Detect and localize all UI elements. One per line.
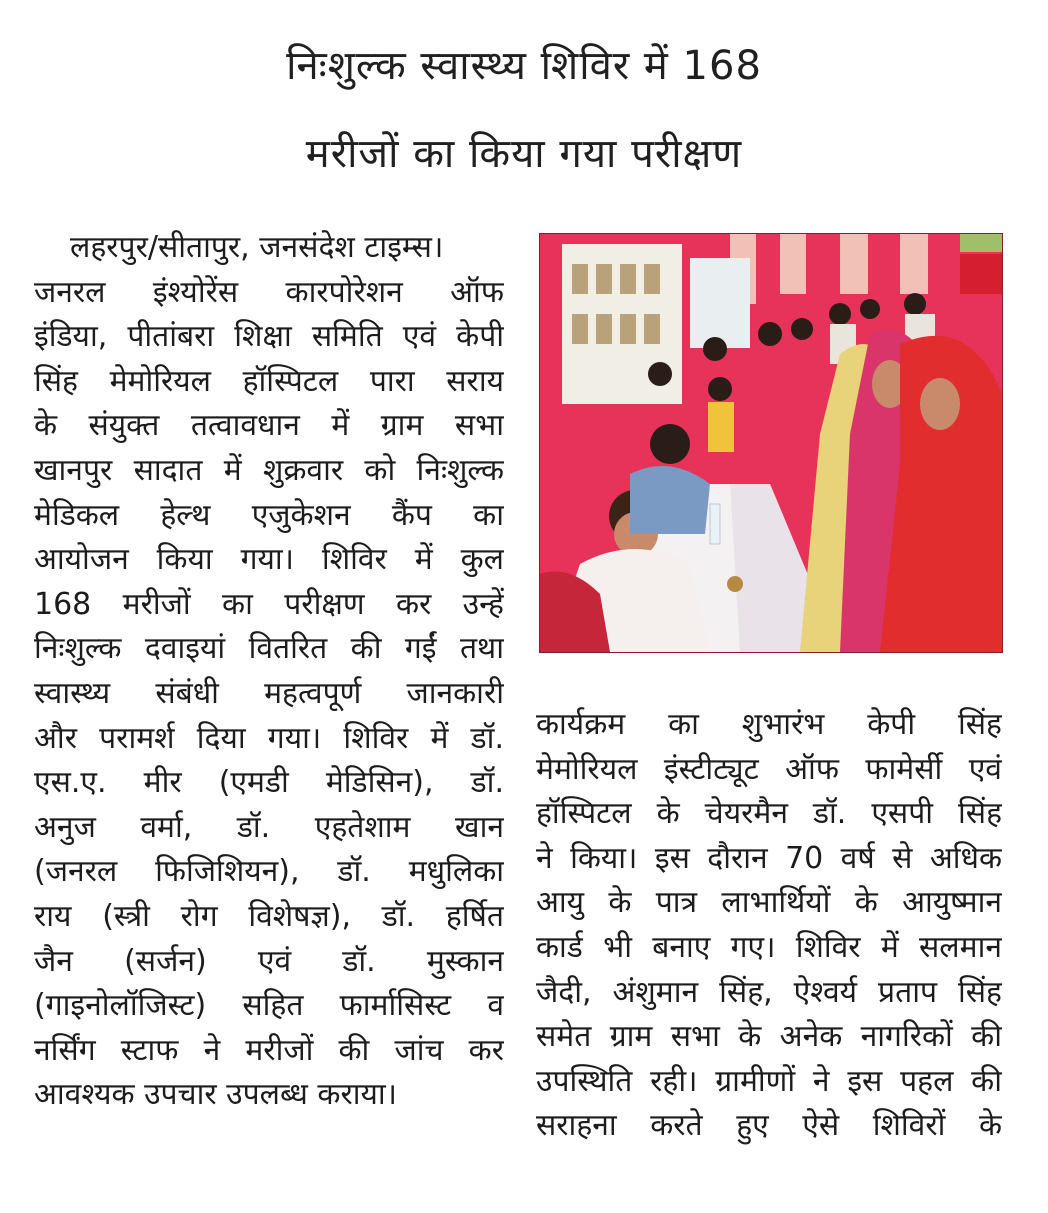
text-line: सराहना करते हुए ऐसे शिविरों के xyxy=(536,1108,1002,1144)
text-line: और परामर्श दिया गया। शिविर में डॉ. xyxy=(34,720,504,756)
text-line: कार्ड भी बनाए गए। शिविर में सलमान xyxy=(536,929,1002,965)
text-line: खानपुर सादात में शुक्रवार को निःशुल्क xyxy=(34,452,504,488)
text-line: राय (स्त्री रोग विशेषज्ञ), डॉ. हर्षित xyxy=(34,898,504,934)
text-line: मेमोरियल इंस्टीट्यूट ऑफ फामेर्सी एवं xyxy=(536,751,1002,787)
text-line: (जनरल फिजिशियन), डॉ. मधुलिका xyxy=(34,854,504,890)
text-line: सिंह मेमोरियल हॉस्पिटल पारा सराय xyxy=(34,363,504,399)
text-line: उपस्थिति रही। ग्रामीणों ने इस पहल की xyxy=(536,1063,1002,1099)
text-line: जैन (सर्जन) एवं डॉ. मुस्कान xyxy=(34,943,504,979)
text-line: के संयुक्त तत्वावधान में ग्राम सभा xyxy=(34,408,504,444)
right-column xyxy=(536,703,1002,1149)
text-line: एस.ए. मीर (एमडी मेडिसिन), डॉ. xyxy=(34,765,504,801)
text-line: नर्सिंग स्टाफ ने मरीजों की जांच कर xyxy=(34,1032,504,1068)
text-line: निःशुल्क दवाइयां वितरित की गईं तथा xyxy=(34,631,504,667)
left-column xyxy=(34,226,504,1118)
headline-line-2: मरीजों का किया गया परीक्षण xyxy=(305,131,743,177)
camp-photo-icon xyxy=(540,234,1002,652)
text-line: स्वास्थ्य संबंधी महत्वपूर्ण जानकारी xyxy=(34,675,504,711)
text-line: लहरपुर/सीतापुर, जनसंदेश टाइम्स। xyxy=(70,230,444,265)
text-line: जैदी, अंशुमान सिंह, ऐश्वर्य प्रताप सिंह xyxy=(536,974,1002,1010)
text-line: मेडिकल हेल्थ एजुकेशन कैंप का xyxy=(34,497,504,533)
text-line: कार्यक्रम का शुभारंभ केपी सिंह xyxy=(536,707,1002,742)
text-line: आवश्यक उपचार उपलब्ध कराया। xyxy=(34,1077,398,1113)
text-line: इंडिया, पीतांबरा शिक्षा समिति एवं केपी xyxy=(34,319,504,355)
text-line: समेत ग्राम सभा के अनेक नागरिकों की xyxy=(536,1019,1002,1055)
text-line: आयोजन किया गया। शिविर में कुल xyxy=(34,542,504,578)
text-line: अनुज वर्मा, डॉ. एहतेशाम खान xyxy=(34,809,504,845)
headline-line-1: निःशुल्क स्वास्थ्य शिविर में 168 xyxy=(286,43,762,89)
text-line: ने किया। इस दौरान 70 वर्ष से अधिक xyxy=(536,840,1002,876)
text-line: 168 मरीजों का परीक्षण कर उन्हें xyxy=(34,586,504,622)
text-line: (गाइनोलॉजिस्ट) सहित फार्मासिस्ट व xyxy=(34,988,504,1024)
headline xyxy=(0,22,1048,198)
text-line: हॉस्पिटल के चेयरमैन डॉ. एसपी सिंह xyxy=(536,796,1002,832)
camp-photo xyxy=(539,233,1003,653)
text-line: आयु के पात्र लाभार्थियों के आयुष्मान xyxy=(536,885,1002,921)
text-line: जनरल इंश्योरेंस कारपोरेशन ऑफ xyxy=(34,274,504,310)
